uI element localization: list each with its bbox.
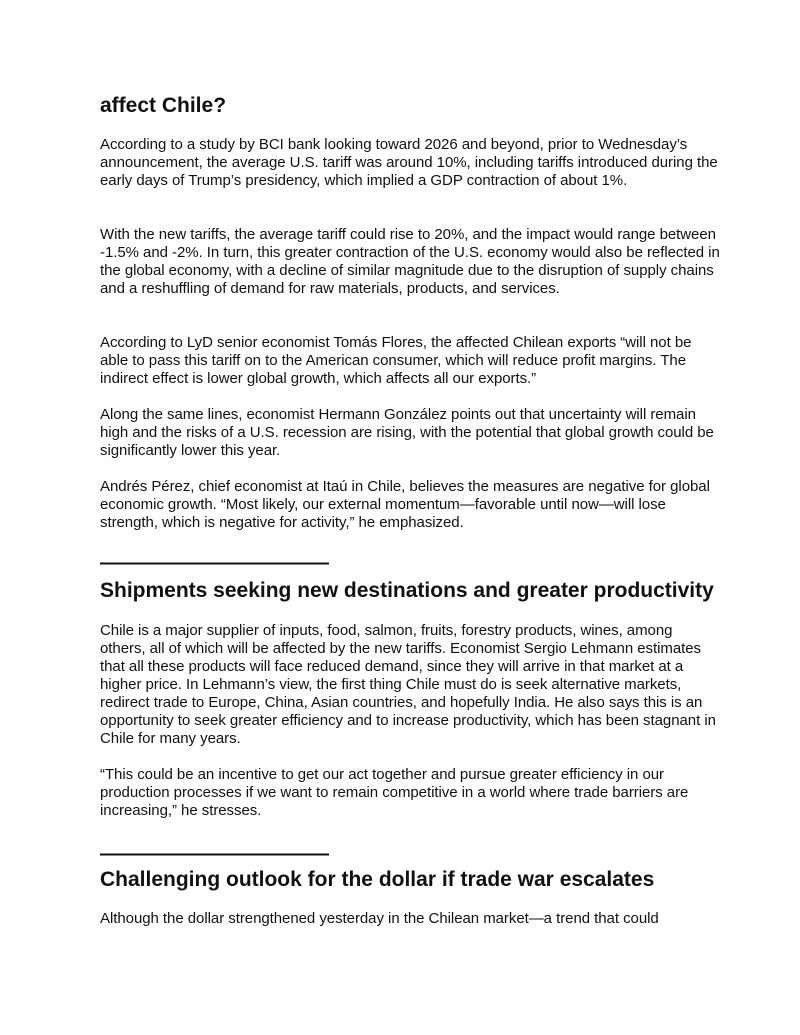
paragraph-sergio-lehmann: Chile is a major supplier of inputs, food, salmon, fruits, forestry products, wines, among others, all of which will be affected by the new tariffs. Economist Sergio Lehmann estimates that all these products will face reduced demand, since they will arrive in that market at a higher price. In Lehmann’s view, the first thing Chile must do is seek alternative markets, redirect trade to Europe, China, Asian countries, and hopefully India. He also says this is an opportunity to seek greater efficiency and to increase productivity, which has been stagnant in Chile for many years. xyxy=(100,622,716,747)
paragraph-andres-perez: Andrés Pérez, chief economist at Itaú in Chile, believes the measures are negative for global economic growth. “Most likely, our external momentum—favorable until now—will lose strength, which is negative for activity,” he emphasized. xyxy=(100,478,710,531)
paragraph-bci-study: According to a study by BCI bank looking toward 2026 and beyond, prior to Wednesday’s announcement, the average U.S. tariff was around 10%, including tariffs introduced during the early days of Trump’s presidency, which implied a GDP contraction of about 1%. xyxy=(100,136,718,189)
paragraph-hermann-gonzalez: Along the same lines, economist Hermann González points out that uncertainty will remain high and the risks of a U.S. recession are rising, with the potential that global growth could be significantly lower this year. xyxy=(100,406,714,459)
paragraph-tomas-flores: According to LyD senior economist Tomás Flores, the affected Chilean exports “will not be able to pass this tariff on to the American consumer, which will reduce profit margins. The indirect effect is lower global growth, which affects all our exports.” xyxy=(100,334,692,387)
paragraph-dollar-strengthened: Although the dollar strengthened yesterday in the Chilean market—a trend that could xyxy=(100,910,659,927)
section-divider: ———————————— xyxy=(100,552,328,574)
paragraph-new-tariffs-impact: With the new tariffs, the average tariff could rise to 20%, and the impact would range between -1.5% and -2%. In turn, this greater contraction of the U.S. economy would also be reflected in the global economy, with a decline of similar magnitude due to the disruption of supply chains and a reshuffling of demand for raw materials, products, and services. xyxy=(100,226,720,297)
section-heading-shipments: Shipments seeking new destinations and greater productivity xyxy=(100,579,714,602)
section-heading-dollar-outlook: Challenging outlook for the dollar if trade war escalates xyxy=(100,868,655,891)
paragraph-efficiency-quote: “This could be an incentive to get our act together and pursue greater efficiency in our production processes if we want to remain competitive in a world where trade barriers are increasing,” he stresses. xyxy=(100,766,689,819)
section-heading-affect-chile: affect Chile? xyxy=(100,94,227,117)
section-divider: ———————————— xyxy=(100,843,328,865)
